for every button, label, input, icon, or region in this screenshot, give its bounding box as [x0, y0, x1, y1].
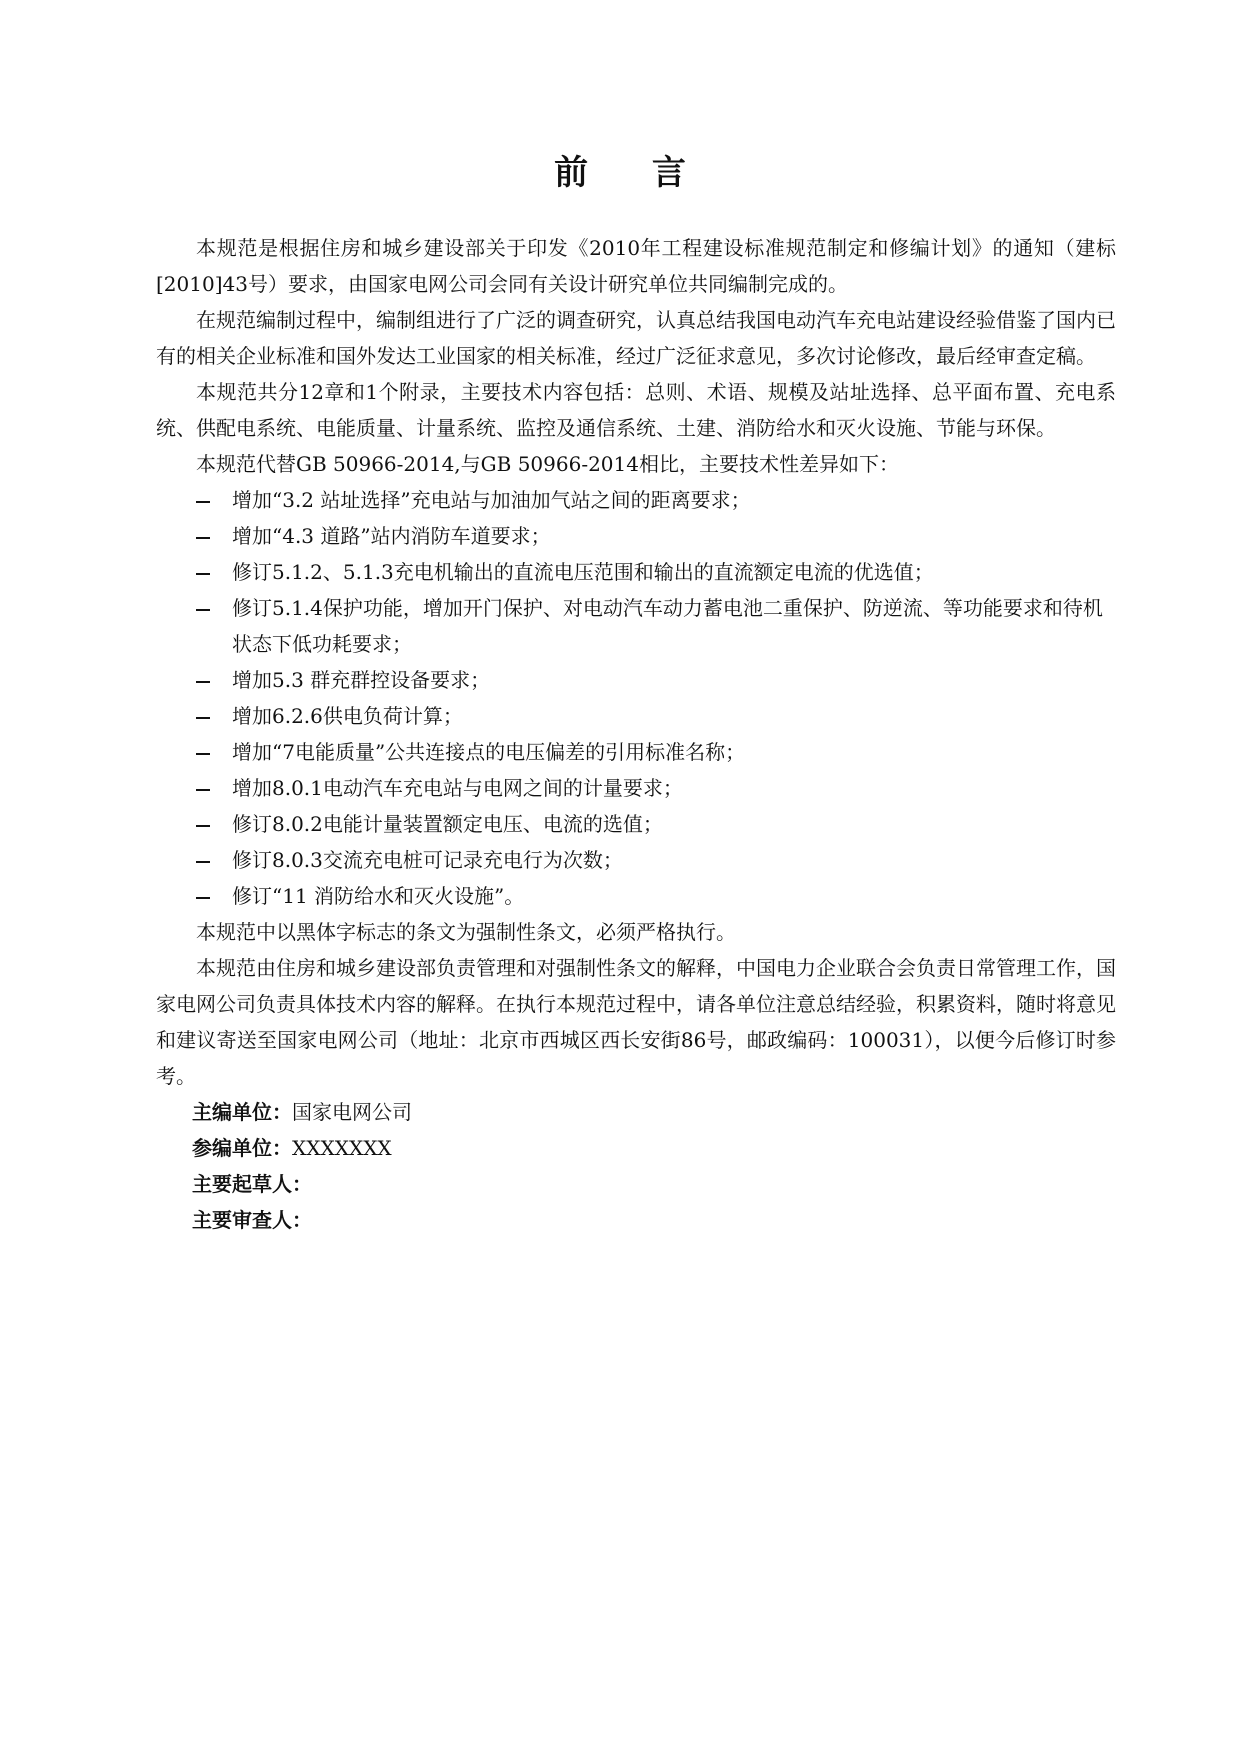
paragraph-process: 在规范编制过程中，编制组进行了广泛的调查研究，认真总结我国电动汽车充电站建设经验借鉴了国内已有的相关企业标准和国外发达工业国家的相关标准，经过广泛征求意见，多次讨论修改，最后经审查定稿。	[156, 308, 1116, 368]
dash-bullet-icon	[196, 662, 210, 698]
main-drafters-line	[156, 1166, 1116, 1202]
paragraph-contents: 本规范共分12章和1个附录，主要技术内容包括：总则、术语、规模及站址选择、总平面布置、充电系统、供配电系统、电能质量、计量系统、监控及通信系统、土建、消防给水和灭火设施、节能与环保。	[156, 380, 1116, 440]
main-reviewers-label: 主要审查人：	[192, 1208, 312, 1232]
list-item: 修订5.1.4保护功能，增加开门保护、对电动汽车动力蓄电池二重保护、防逆流、等功能要求和待机状态下低功耗要求；	[156, 590, 1116, 662]
dash-bullet-icon	[196, 590, 210, 626]
list-item: 增加5.3 群充群控设备要求；	[156, 662, 1116, 698]
dash-bullet-icon	[196, 878, 210, 914]
paragraph-mandatory: 本规范中以黑体字标志的条文为强制性条文，必须严格执行。	[196, 920, 736, 944]
chief-unit-label: 主编单位：	[192, 1100, 292, 1124]
participating-unit-label: 参编单位：	[192, 1136, 292, 1160]
list-item: 增加8.0.1电动汽车充电站与电网之间的计量要求；	[156, 770, 1116, 806]
list-item: 修订8.0.2电能计量装置额定电压、电流的选值；	[156, 806, 1116, 842]
dash-bullet-icon	[196, 698, 210, 734]
dash-bullet-icon	[196, 806, 210, 842]
paragraph-replacement: 本规范代替GB 50966-2014,与GB 50966-2014相比，主要技术性差异如下：	[196, 452, 899, 476]
changes-list	[156, 482, 1116, 914]
dash-bullet-icon	[196, 734, 210, 770]
paragraph-source: 本规范是根据住房和城乡建设部关于印发《2010年工程建设标准规范制定和修编计划》的通知（建标[2010]43号）要求，由国家电网公司会同有关设计研究单位共同编制完成的。	[156, 236, 1116, 296]
list-item: 增加“7电能质量”公共连接点的电压偏差的引用标准名称；	[156, 734, 1116, 770]
paragraph-management: 本规范由住房和城乡建设部负责管理和对强制性条文的解释，中国电力企业联合会负责日常管理工作，国家电网公司负责具体技术内容的解释。在执行本规范过程中，请各单位注意总结经验，积累资料，随时将意见和建议寄送至国家电网公司（地址：北京市西城区西长安街86号，邮政编码：100031），以便今后修订时参考。	[156, 956, 1116, 1088]
participating-unit-line	[156, 1130, 1116, 1166]
list-item: 修订“11 消防给水和灭火设施”。	[156, 878, 1116, 914]
main-drafters-label: 主要起草人：	[192, 1172, 312, 1196]
dash-bullet-icon	[196, 770, 210, 806]
list-item: 修订5.1.2、5.1.3充电机输出的直流电压范围和输出的直流额定电流的优选值；	[156, 554, 1116, 590]
chief-unit-line	[156, 1094, 1116, 1130]
document-body	[156, 230, 1116, 1238]
page-title: 前 言	[554, 153, 712, 193]
dash-bullet-icon	[196, 518, 210, 554]
chief-unit-value: 国家电网公司	[292, 1100, 412, 1124]
list-item: 增加6.2.6供电负荷计算；	[156, 698, 1116, 734]
list-item: 增加“3.2 站址选择”充电站与加油加气站之间的距离要求；	[156, 482, 1116, 518]
dash-bullet-icon	[196, 482, 210, 518]
list-item: 修订8.0.3交流充电桩可记录充电行为次数；	[156, 842, 1116, 878]
main-reviewers-line	[156, 1202, 1116, 1238]
dash-bullet-icon	[196, 554, 210, 590]
participating-unit-value: XXXXXXX	[292, 1136, 392, 1160]
list-item: 增加“4.3 道路”站内消防车道要求；	[156, 518, 1116, 554]
dash-bullet-icon	[196, 842, 210, 878]
